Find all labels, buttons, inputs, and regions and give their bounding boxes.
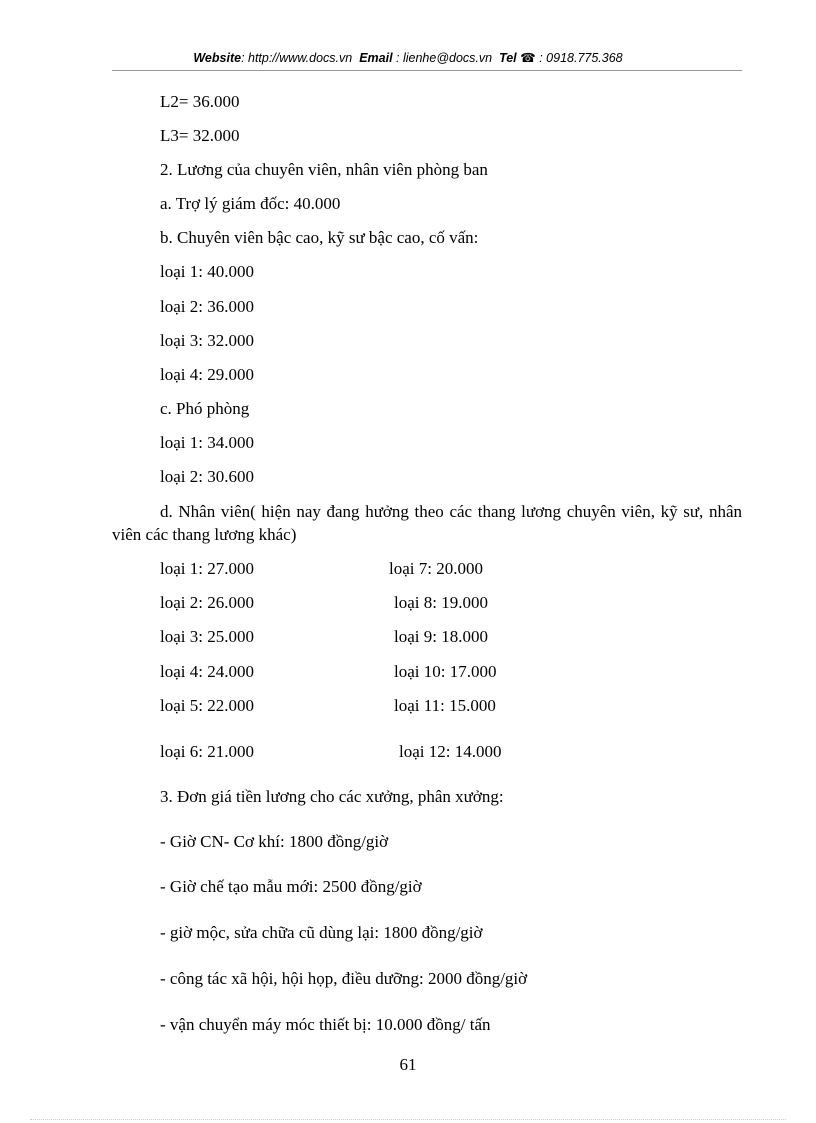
nhanvien-grade: loại 5: 22.000 <box>160 696 254 715</box>
nhanvien-grade: loại 4: 24.000 <box>160 662 254 681</box>
nhanvien-grade: loại 8: 19.000 <box>394 593 488 612</box>
page-bottom-border <box>30 1119 786 1120</box>
item-c-grade-2: loại 2: 30.600 <box>160 467 254 486</box>
website-label: Website <box>193 51 242 65</box>
tel-value: : 0918.775.368 <box>539 51 623 65</box>
item-b: b. Chuyên viên bậc cao, kỹ sư bậc cao, cố vấn: <box>160 228 479 247</box>
email-label: Email <box>359 51 393 65</box>
nhanvien-grade: loại 10: 17.000 <box>394 662 497 681</box>
nhanvien-grade: loại 6: 21.000 <box>160 742 254 761</box>
item-c-grade-1: loại 1: 34.000 <box>160 433 254 452</box>
tel-label: Tel <box>499 51 517 65</box>
email-value: : lienhe@docs.vn <box>396 51 493 65</box>
page-header <box>0 50 816 65</box>
salary-l3: L3= 32.000 <box>160 126 240 145</box>
rate-item: - vận chuyển máy móc thiết bị: 10.000 đồng/ tấn <box>160 1015 491 1034</box>
rate-item: - Giờ chế tạo mẫu mới: 2500 đồng/giờ <box>160 877 422 896</box>
nhanvien-grade: loại 2: 26.000 <box>160 593 254 612</box>
nhanvien-grade: loại 9: 18.000 <box>394 627 488 646</box>
item-b-grade-3: loại 3: 32.000 <box>160 331 254 350</box>
rate-item: - Giờ CN- Cơ khí: 1800 đồng/giờ <box>160 832 389 851</box>
nhanvien-grade: loại 3: 25.000 <box>160 627 254 646</box>
rate-item: - công tác xã hội, hội họp, điều dưỡng: 2000 đồng/giờ <box>160 969 528 988</box>
section-3-title: 3. Đơn giá tiền lương cho các xưởng, phân xưởng: <box>160 787 504 806</box>
salary-l2: L2= 36.000 <box>160 92 240 111</box>
rate-item: - giờ mộc, sửa chữa cũ dùng lại: 1800 đồng/giờ <box>160 923 483 942</box>
nhanvien-grade: loại 11: 15.000 <box>394 696 496 715</box>
item-b-grade-2: loại 2: 36.000 <box>160 297 254 316</box>
item-a: a. Trợ lý giám đốc: 40.000 <box>160 194 341 213</box>
section-2-title: 2. Lương của chuyên viên, nhân viên phòng ban <box>160 160 488 179</box>
item-b-grade-4: loại 4: 29.000 <box>160 365 254 384</box>
phone-icon: ☎ <box>520 51 536 65</box>
nhanvien-grade: loại 1: 27.000 <box>160 559 254 578</box>
page-number: 61 <box>399 1055 417 1074</box>
website-value: : http://www.docs.vn <box>241 51 353 65</box>
header-divider <box>112 70 742 71</box>
item-d: d. Nhân viên( hiện nay đang hưởng theo các thang lương chuyên viên, kỹ sư, nhân viên các thang lương khác) <box>112 502 742 544</box>
item-c: c. Phó phòng <box>160 399 250 418</box>
nhanvien-grade: loại 12: 14.000 <box>399 742 502 761</box>
nhanvien-grade: loại 7: 20.000 <box>389 559 483 578</box>
item-b-grade-1: loại 1: 40.000 <box>160 262 254 281</box>
